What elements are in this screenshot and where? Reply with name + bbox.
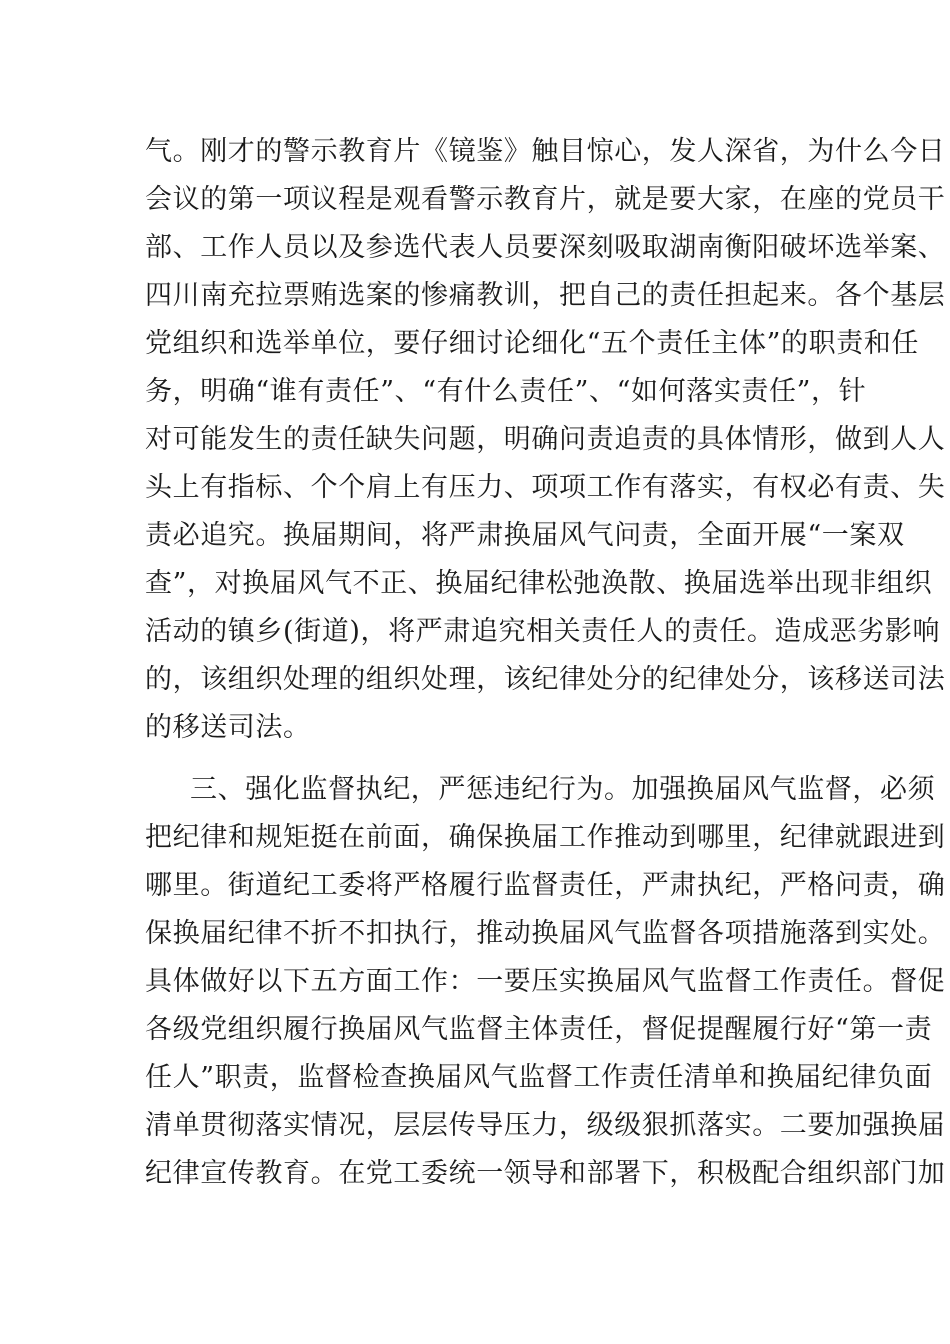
paragraph-first-line: 三、强化监督执纪，严惩违纪行为。加强换届风气监督，必须 xyxy=(190,774,936,805)
text-line: 任人”职责，监督检查换届风气监督工作责任清单和换届纪律负面 xyxy=(145,1062,933,1093)
text-line: 把纪律和规矩挺在前面，确保换届工作推动到哪里，纪律就跟进到 xyxy=(145,822,946,853)
text-line: 各级党组织履行换届风气监督主体责任，督促提醒履行好“第一责 xyxy=(145,1014,933,1045)
text-line: 清单贯彻落实情况，层层传导压力，级级狠抓落实。二要加强换届 xyxy=(145,1110,946,1141)
text-line: 对可能发生的责任缺失问题，明确问责追责的具体情形，做到人人 xyxy=(145,424,946,455)
text-line: 的移送司法。 xyxy=(145,712,311,743)
text-line: 党组织和选举单位，要仔细讨论细化“五个责任主体”的职责和任 xyxy=(145,328,920,359)
text-line: 哪里。街道纪工委将严格履行监督责任，严肃执纪，严格问责，确 xyxy=(145,870,946,901)
text-line: 具体做好以下五方面工作：一要压实换届风气监督工作责任。督促 xyxy=(145,966,946,997)
text-line: 保换届纪律不折不扣执行，推动换届风气监督各项措施落到实处。 xyxy=(145,918,946,949)
text-line: 查”，对换届风气不正、换届纪律松弛涣散、换届选举出现非组织 xyxy=(145,568,933,599)
text-line: 的，该组织处理的组织处理，该纪律处分的纪律处分，该移送司法 xyxy=(145,664,946,695)
text-line: 会议的第一项议程是观看警示教育片，就是要大家，在座的党员干 xyxy=(145,184,946,215)
text-line: 纪律宣传教育。在党工委统一领导和部署下，积极配合组织部门加 xyxy=(145,1158,946,1189)
text-line: 部、工作人员以及参选代表人员要深刻吸取湖南衡阳破坏选举案、 xyxy=(145,232,946,263)
text-line: 务，明确“谁有责任”、“有什么责任”、“如何落实责任”，针 xyxy=(145,376,867,407)
text-line: 四川南充拉票贿选案的惨痛教训，把自己的责任担起来。各个基层 xyxy=(145,280,946,311)
text-line: 活动的镇乡(街道)，将严肃追究相关责任人的责任。造成恶劣影响 xyxy=(145,616,941,647)
text-line: 气。刚才的警示教育片《镜鉴》触目惊心，发人深省，为什么今日 xyxy=(145,136,946,167)
text-line: 头上有指标、个个肩上有压力、项项工作有落实，有权必有责、失 xyxy=(145,472,946,503)
text-line: 责必追究。换届期间，将严肃换届风气问责，全面开展“一案双 xyxy=(145,520,905,551)
